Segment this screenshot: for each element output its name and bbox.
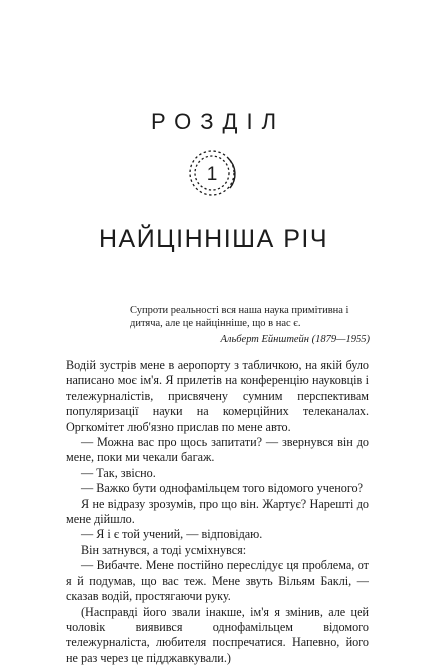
epigraph-quote: Супроти реальності вся наша наука примітивна і дитяча, але це найцінніше, що в нас є. [130,304,370,330]
chapter-label: РОЗДІЛ [0,109,427,135]
chapter-title: НАЙЦІННІША РІЧ [0,225,427,254]
body-paragraph: (Насправді його звали інакше, ім'я я змінив, але цей чоловік виявився однофамільцем відомого тележурналіста, любителя поспречатися. Напевно, його не раз через це підджавкували.) [66,605,369,666]
body-paragraph: — Я і є той учений, — відповідаю. [66,527,369,542]
epigraph-author-years: (1879—1955) [312,334,370,345]
body-paragraph: Водій зустрів мене в аеропорту з табличкою, на якій було написано моє ім'я. Я прилетів на конференцію науковців і тележурналістів, присвячену сумним перспективам популяризації науки на комерційних телеканалах. Оргкомітет люб'язно прислав по мене авто. [66,358,369,435]
epigraph-attribution [130,333,370,346]
body-paragraph: — Важко бути однофамільцем того відомого ученого? [66,481,369,496]
chapter-body [66,358,369,666]
body-paragraph: Я не відразу зрозумів, про що він. Жартує? Нарешті до мене дійшло. [66,497,369,528]
chapter-number: 1 [207,164,218,185]
body-paragraph: — Так, звісно. [66,466,369,481]
chapter-number-badge [180,148,244,198]
epigraph-author-name: Альберт Ейнштейн [220,334,309,345]
epigraph [130,304,370,346]
body-paragraph: — Можна вас про щось запитати? — звернувся він до мене, поки ми чекали багаж. [66,435,369,466]
body-paragraph: Він затнувся, а тоді усміхнувся: [66,543,369,558]
body-paragraph: — Вибачте. Мене постійно переслідує ця проблема, от я й подумав, що вас теж. Мене звуть Вільям Баклі, — сказав водій, простягаючи руку. [66,558,369,604]
